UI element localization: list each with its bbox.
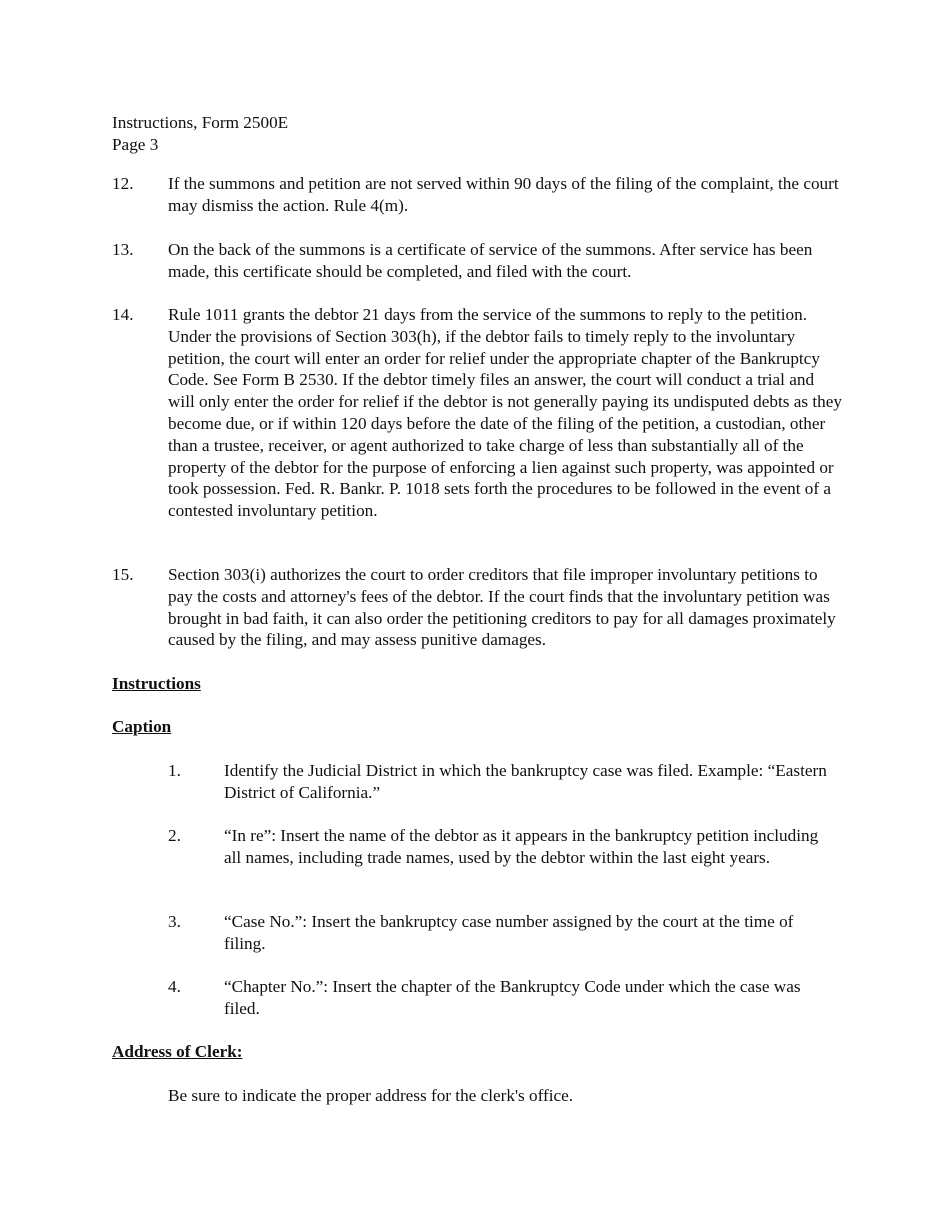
form-title: Instructions, Form 2500E	[112, 113, 289, 132]
item-text: “Case No.”: Insert the bankruptcy case number assigned by the court at the time of filing.	[224, 912, 794, 953]
item-text: “Chapter No.”: Insert the chapter of the Bankruptcy Code under which the case was filed.	[224, 977, 801, 1018]
item-number: 1.	[168, 761, 181, 780]
caption-item-1	[168, 760, 828, 804]
list-item-14	[112, 304, 842, 522]
item-number: 14.	[112, 305, 134, 324]
item-number: 3.	[168, 912, 181, 931]
item-number: 2.	[168, 826, 181, 845]
list-item-15	[112, 564, 842, 651]
page-header	[112, 112, 288, 156]
item-text: “In re”: Insert the name of the debtor as it appears in the bankruptcy petition including all names, including trade names, used by the debtor within the last eight years.	[224, 826, 819, 867]
item-number: 15.	[112, 565, 134, 584]
item-number: 4.	[168, 977, 181, 996]
item-number: 13.	[112, 240, 134, 259]
address-of-clerk-heading: Address of Clerk:	[112, 1042, 243, 1061]
item-text: If the summons and petition are not served within 90 days of the filing of the complaint, the court may dismiss the action. Rule 4(m).	[168, 174, 839, 215]
instructions-heading: Instructions	[112, 674, 201, 693]
page-number: Page 3	[112, 134, 159, 154]
caption-item-2	[168, 825, 828, 869]
item-text: Section 303(i) authorizes the court to order creditors that file improper involuntary petitions to pay the costs and attorney's fees of the debtor. If the court finds that the involuntary petition was brought in bad faith, it can also order the petitioning creditors to pay for all damages proximately caused by the filing, and may assess punitive damages.	[168, 565, 836, 650]
item-text: Identify the Judicial District in which the bankruptcy case was filed. Example: “Eastern District of California.”	[224, 761, 827, 802]
list-item-12	[112, 173, 842, 217]
caption-heading: Caption	[112, 717, 172, 736]
clerk-address-note: Be sure to indicate the proper address for the clerk's office.	[168, 1086, 574, 1105]
list-item-13	[112, 239, 842, 283]
item-number: 12.	[112, 174, 134, 193]
item-text: Rule 1011 grants the debtor 21 days from the service of the summons to reply to the petition. Under the provisions of Section 303(h), if the debtor fails to timely reply to the involuntary petition, the court will enter an order for relief under the appropriate chapter of the Bankruptcy Code. See Form B 2530. If the debtor timely files an answer, the court will conduct a trial and will only enter the order for relief if the debtor is not generally paying its undisputed debts as they become due, or if within 120 days before the date of the filing of the petition, a custodian, other than a trustee, receiver, or agent authorized to take charge of less than substantially all of the property of the debtor for the purpose of enforcing a lien against such property, was appointed or took possession. Fed. R. Bankr. P. 1018 sets forth the procedures to be followed in the event of a contested involuntary petition.	[168, 305, 842, 521]
item-text: On the back of the summons is a certificate of service of the summons. After service has been made, this certificate should be completed, and filed with the court.	[168, 240, 813, 281]
caption-item-4	[168, 976, 828, 1020]
caption-item-3	[168, 911, 828, 955]
